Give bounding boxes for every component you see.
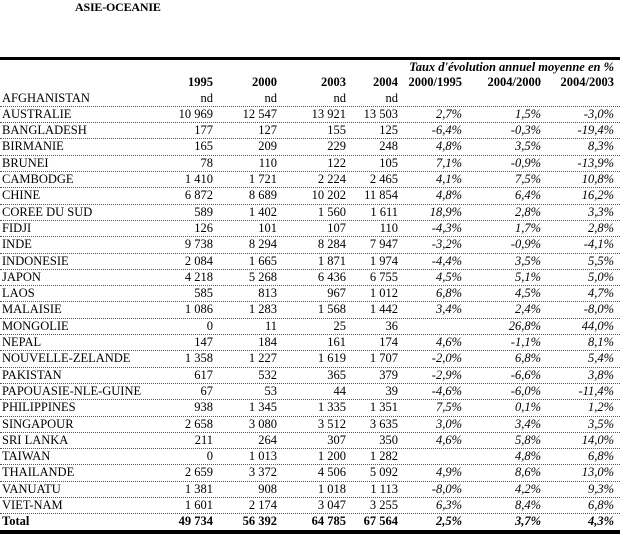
header-taux-row <box>0 60 620 75</box>
cell: -19,4% <box>577 123 614 138</box>
cell: 3,8% <box>587 367 614 382</box>
cell: 184 <box>258 335 277 350</box>
cell: 5,5% <box>587 253 614 268</box>
country-name: COREE DU SUD <box>2 204 93 219</box>
cell: -8,0% <box>583 302 614 317</box>
cell: 2 224 <box>317 172 346 187</box>
cell: 2 084 <box>184 253 213 268</box>
cell: 1,5% <box>514 106 541 121</box>
cell: 0,1% <box>514 400 541 415</box>
country-name: BANGLADESH <box>2 123 87 138</box>
cell: 1 974 <box>369 253 398 268</box>
table-row <box>0 449 620 465</box>
cell: -6,6% <box>510 367 541 382</box>
cell: nd <box>333 90 346 105</box>
table-row <box>0 384 620 400</box>
cell: 4,9% <box>435 465 462 480</box>
table-row <box>0 319 620 335</box>
cell: 3,5% <box>514 253 541 268</box>
cell: 177 <box>194 123 213 138</box>
country-name: MONGOLIE <box>2 318 69 333</box>
cell: 26,8% <box>508 318 541 333</box>
cell: 967 <box>327 286 346 301</box>
country-name: AUSTRALIE <box>2 106 72 121</box>
country-name: MALAISIE <box>2 302 62 317</box>
country-name: NEPAL <box>2 335 42 350</box>
country-name: JAPON <box>2 269 41 284</box>
page-title: ASIE-OCEANIE <box>75 0 161 14</box>
cell: 3,3% <box>587 204 614 219</box>
cell: 4,6% <box>435 335 462 350</box>
cell: 1 282 <box>369 449 398 464</box>
cell: 11 854 <box>364 188 398 203</box>
cell: 1 345 <box>248 400 277 415</box>
table-row <box>0 335 620 351</box>
cell: 1 018 <box>317 481 346 496</box>
cell: 1 410 <box>184 172 213 187</box>
cell: 1 721 <box>248 172 277 187</box>
cell: 8 689 <box>248 188 277 203</box>
country-name: PHILIPPINES <box>2 400 76 415</box>
cell: 2,8% <box>587 220 614 235</box>
cell: 155 <box>327 123 346 138</box>
cell: 3,0% <box>435 416 462 431</box>
cell: 25 <box>333 318 346 333</box>
cell: 7,5% <box>435 400 462 415</box>
cell: 8,6% <box>514 465 541 480</box>
cell: 813 <box>258 286 277 301</box>
cell: 161 <box>327 335 346 350</box>
cell: 209 <box>258 139 277 154</box>
cell: 13,0% <box>581 465 614 480</box>
cell: 4,8% <box>435 188 462 203</box>
cell: 264 <box>258 432 277 447</box>
country-name: CAMBODGE <box>2 172 74 187</box>
cell: -4,4% <box>431 253 462 268</box>
cell: 5,1% <box>514 269 541 284</box>
cell: 938 <box>194 400 213 415</box>
cell: 2,7% <box>435 106 462 121</box>
cell: -2,9% <box>431 367 462 382</box>
cell: 2 174 <box>248 498 277 513</box>
table-row <box>0 465 620 481</box>
country-name: INDE <box>2 237 32 252</box>
cell: 1 012 <box>369 286 398 301</box>
cell: 4 506 <box>317 465 346 480</box>
table-row <box>0 498 620 514</box>
cell: 1 871 <box>317 253 346 268</box>
cell: 44,0% <box>581 318 614 333</box>
country-name: AFGHANISTAN <box>2 90 90 105</box>
country-name: PAKISTAN <box>2 367 62 382</box>
cell: 6,8% <box>514 351 541 366</box>
table-row <box>0 286 620 302</box>
cell: 4,5% <box>514 286 541 301</box>
cell: 6 755 <box>369 269 398 284</box>
cell: 1 560 <box>317 204 346 219</box>
country-name: SRI LANKA <box>2 432 69 447</box>
cell: 8 294 <box>248 237 277 252</box>
cell: 44 <box>333 383 346 398</box>
column-header: 2000/1995 <box>408 75 462 90</box>
column-header: 2004/2003 <box>560 75 614 90</box>
cell: 4,8% <box>514 449 541 464</box>
cell: 1 381 <box>184 481 213 496</box>
country-name: CHINE <box>2 188 41 203</box>
cell: 1 619 <box>317 351 346 366</box>
country-name: SINGAPOUR <box>2 416 74 431</box>
cell: 10,8% <box>581 172 614 187</box>
cell: -2,0% <box>431 351 462 366</box>
cell: 3,4% <box>514 416 541 431</box>
cell: 1 200 <box>317 449 346 464</box>
cell: 1 402 <box>248 204 277 219</box>
cell: nd <box>385 90 398 105</box>
cell: 10 969 <box>178 106 213 121</box>
cell: 1 611 <box>370 204 398 219</box>
cell: 1,7% <box>514 220 541 235</box>
cell: -4,3% <box>431 220 462 235</box>
cell: 5 092 <box>369 465 398 480</box>
cell: 4,7% <box>587 286 614 301</box>
cell: 16,2% <box>581 188 614 203</box>
cell: 125 <box>379 123 398 138</box>
cell: 67 564 <box>363 514 398 529</box>
table-row <box>0 237 620 253</box>
cell: 532 <box>258 367 277 382</box>
cell: 8,4% <box>514 498 541 513</box>
cell: 3,4% <box>435 302 462 317</box>
cell: 13 921 <box>311 106 346 121</box>
cell: 4,2% <box>514 481 541 496</box>
country-name: TAIWAN <box>2 449 51 464</box>
cell: 3 372 <box>248 465 277 480</box>
cell: 49 734 <box>178 514 213 529</box>
cell: 110 <box>379 220 398 235</box>
country-name: VANUATU <box>2 481 61 496</box>
cell: nd <box>264 90 277 105</box>
cell: 3 080 <box>248 416 277 431</box>
cell: -8,0% <box>431 481 462 496</box>
cell: -0,3% <box>510 123 541 138</box>
cell: 39 <box>385 383 398 398</box>
cell: -3,0% <box>583 106 614 121</box>
cell: 53 <box>264 383 277 398</box>
cell: 617 <box>194 367 213 382</box>
table-row <box>0 107 620 123</box>
cell: 5,4% <box>587 351 614 366</box>
cell: 1 335 <box>317 400 346 415</box>
cell: 585 <box>194 286 213 301</box>
table-row <box>0 205 620 221</box>
column-header: 2004 <box>373 75 398 90</box>
cell: 4,5% <box>435 269 462 284</box>
cell: 6,8% <box>587 498 614 513</box>
total-row <box>0 514 620 529</box>
table-row <box>0 139 620 155</box>
cell: 126 <box>194 220 213 235</box>
cell: 589 <box>194 204 213 219</box>
table-row <box>0 400 620 416</box>
column-header: 2004/2000 <box>487 75 541 90</box>
cell: 1 283 <box>248 302 277 317</box>
cell: 10 202 <box>311 188 346 203</box>
cell: 3,5% <box>587 416 614 431</box>
cell: 107 <box>327 220 346 235</box>
country-name: FIDJI <box>2 220 32 235</box>
cell: 78 <box>200 155 213 170</box>
cell: 18,9% <box>429 204 462 219</box>
cell: 36 <box>385 318 398 333</box>
cell: 3,7% <box>514 514 541 529</box>
cell: 174 <box>379 335 398 350</box>
cell: 5,0% <box>587 269 614 284</box>
cell: 14,0% <box>581 432 614 447</box>
cell: 6 436 <box>317 269 346 284</box>
cell: 7,5% <box>514 172 541 187</box>
cell: 365 <box>327 367 346 382</box>
cell: -0,9% <box>510 155 541 170</box>
cell: 4,1% <box>435 172 462 187</box>
cell: nd <box>200 90 213 105</box>
data-table <box>0 57 620 534</box>
cell: 248 <box>379 139 398 154</box>
cell: 11 <box>264 318 277 333</box>
cell: 6,8% <box>435 286 462 301</box>
cell: 147 <box>194 335 213 350</box>
cell: 1 442 <box>369 302 398 317</box>
table-row <box>0 368 620 384</box>
cell: 0 <box>206 449 213 464</box>
column-header: 2000 <box>252 75 277 90</box>
cell: -0,9% <box>510 237 541 252</box>
cell: 2,8% <box>514 204 541 219</box>
cell: 2,5% <box>435 514 462 529</box>
cell: 2 658 <box>184 416 213 431</box>
cell: 4,8% <box>435 139 462 154</box>
cell: 9 738 <box>184 237 213 252</box>
table-row <box>0 156 620 172</box>
cell: 1 113 <box>370 481 398 496</box>
country-name: BIRMANIE <box>2 139 64 154</box>
cell: -6,0% <box>510 383 541 398</box>
cell: 105 <box>379 155 398 170</box>
country-name: VIET-NAM <box>2 498 63 513</box>
cell: -4,1% <box>583 237 614 252</box>
cell: 3,5% <box>514 139 541 154</box>
cell: 0 <box>206 318 213 333</box>
cell: 1 601 <box>184 498 213 513</box>
cell: 9,3% <box>587 481 614 496</box>
cell: 13 503 <box>363 106 398 121</box>
cell: 1 358 <box>184 351 213 366</box>
cell: -11,4% <box>578 383 614 398</box>
cell: 64 785 <box>311 514 346 529</box>
table-row <box>0 482 620 498</box>
cell: 7 947 <box>369 237 398 252</box>
cell: 7,1% <box>435 155 462 170</box>
table-row <box>0 254 620 270</box>
table-row <box>0 433 620 449</box>
country-name: THAILANDE <box>2 465 75 480</box>
cell: 12 547 <box>242 106 277 121</box>
cell: 1 227 <box>248 351 277 366</box>
cell: 67 <box>200 383 213 398</box>
table-row <box>0 221 620 237</box>
cell: 56 392 <box>242 514 277 529</box>
cell: 8,3% <box>587 139 614 154</box>
table-row <box>0 172 620 188</box>
cell: -13,9% <box>577 155 614 170</box>
cell: -4,6% <box>431 383 462 398</box>
cell: 122 <box>327 155 346 170</box>
cell: -3,2% <box>431 237 462 252</box>
cell: 3 512 <box>317 416 346 431</box>
cell: 1 707 <box>369 351 398 366</box>
table-row <box>0 91 620 107</box>
cell: 6,3% <box>435 498 462 513</box>
cell: 1 351 <box>369 400 398 415</box>
cell: 2 659 <box>184 465 213 480</box>
cell: 1 665 <box>248 253 277 268</box>
table-row <box>0 351 620 367</box>
cell: 110 <box>258 155 277 170</box>
cell: 6,8% <box>587 449 614 464</box>
cell: 6 872 <box>184 188 213 203</box>
cell: 4,3% <box>587 514 614 529</box>
cell: 2,4% <box>514 302 541 317</box>
cell: 379 <box>379 367 398 382</box>
cell: 350 <box>379 432 398 447</box>
cell: 307 <box>327 432 346 447</box>
cell: 4 218 <box>184 269 213 284</box>
column-header: 1995 <box>188 75 213 90</box>
cell: 3 635 <box>369 416 398 431</box>
cell: 165 <box>194 139 213 154</box>
cell: 3 255 <box>369 498 398 513</box>
country-name: PAPOUASIE-NLE-GUINE <box>2 383 142 398</box>
country-name: LAOS <box>2 286 35 301</box>
cell: 8,1% <box>587 335 614 350</box>
cell: 6,4% <box>514 188 541 203</box>
cell: 1,2% <box>587 400 614 415</box>
header-years-row <box>0 75 620 90</box>
cell: -1,1% <box>510 335 541 350</box>
cell: -6,4% <box>431 123 462 138</box>
cell: 908 <box>258 481 277 496</box>
table-row <box>0 123 620 139</box>
cell: 211 <box>194 432 213 447</box>
cell: 127 <box>258 123 277 138</box>
cell: 3 047 <box>317 498 346 513</box>
table-row <box>0 270 620 286</box>
cell: 5,8% <box>514 432 541 447</box>
cell: 1 568 <box>317 302 346 317</box>
cell: 5 268 <box>248 269 277 284</box>
table-row <box>0 302 620 318</box>
taux-header: Taux d'évolution annuel moyenne en % <box>409 60 614 74</box>
cell: 229 <box>327 139 346 154</box>
cell: 101 <box>258 220 277 235</box>
table-row <box>0 188 620 204</box>
cell: 4,6% <box>435 432 462 447</box>
country-name: Total <box>2 514 30 529</box>
cell: 8 284 <box>317 237 346 252</box>
table-row <box>0 417 620 433</box>
column-header: 2003 <box>321 75 346 90</box>
cell: 1 013 <box>248 449 277 464</box>
cell: 1 086 <box>184 302 213 317</box>
country-name: INDONESIE <box>2 253 69 268</box>
country-name: NOUVELLE-ZELANDE <box>2 351 131 366</box>
cell: 2 465 <box>369 172 398 187</box>
country-name: BRUNEI <box>2 155 49 170</box>
